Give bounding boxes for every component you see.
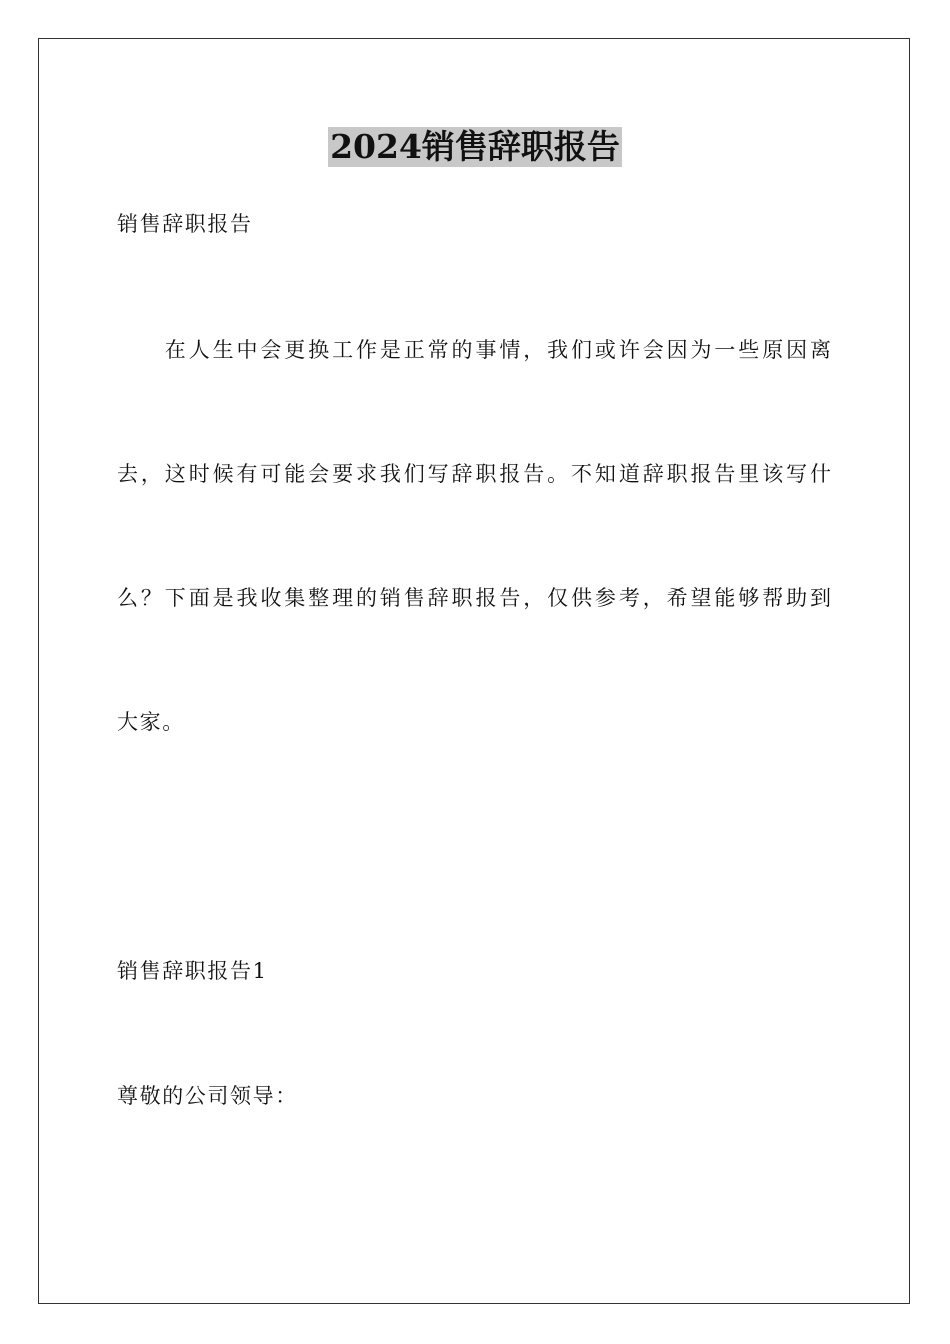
intro-paragraph-line-2: 去，这时候有可能会要求我们写辞职报告。不知道辞职报告里该写什: [117, 462, 831, 486]
document-subtitle: 销售辞职报告: [117, 212, 253, 236]
title-container: [0, 127, 950, 167]
intro-paragraph-line-3: 么？下面是我收集整理的销售辞职报告，仅供参考，希望能够帮助到: [117, 586, 831, 610]
intro-paragraph-line-1: 在人生中会更换工作是正常的事情，我们或许会因为一些原因离: [117, 338, 831, 362]
intro-paragraph-line-4: 大家。: [117, 710, 185, 734]
section-heading: 销售辞职报告1: [117, 959, 268, 983]
document-title: 2024销售辞职报告: [330, 127, 620, 166]
salutation: 尊敬的公司领导：: [117, 1084, 298, 1108]
